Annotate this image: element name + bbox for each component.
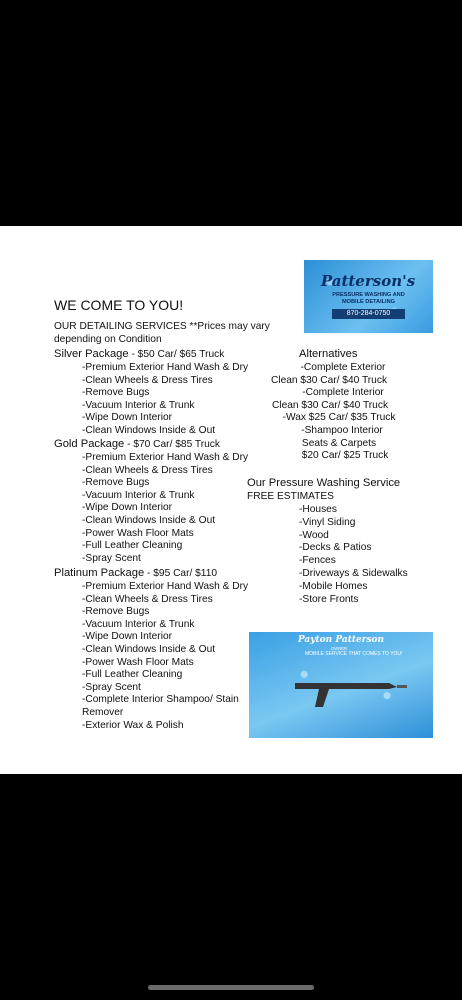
silver-package-name: Silver Package xyxy=(54,348,129,360)
pressure-item: -Decks & Patios xyxy=(299,542,372,554)
gold-package-title xyxy=(54,438,220,451)
silver-package-price: - $50 Car/ $65 Truck xyxy=(128,349,225,360)
pressure-item: -Store Fronts xyxy=(299,593,359,605)
pressure-item: -Driveways & Sidewalks xyxy=(299,568,408,579)
silver-package-title xyxy=(54,348,224,361)
platinum-item: -Spray Scent xyxy=(82,681,141,693)
gold-item: -Full Leather Cleaning xyxy=(82,540,183,552)
logo-line-1: PRESSURE WASHING AND xyxy=(332,292,405,298)
gold-item: -Premium Exterior Hand Wash & Dry xyxy=(82,452,249,463)
pressure-item: -Houses xyxy=(299,504,337,515)
intro-line-2: depending on Condition xyxy=(54,334,162,345)
platinum-item: Remover xyxy=(82,707,124,718)
gold-item: -Wipe Down Interior xyxy=(82,502,173,514)
heading: WE COME TO YOU! xyxy=(54,297,184,313)
pressure-subtitle: FREE ESTIMATES xyxy=(247,491,334,502)
gold-package-price: - $70 Car/ $85 Truck xyxy=(124,439,220,450)
gold-package-name: Gold Package xyxy=(54,438,125,450)
logo-line-2: MOBILE DETAILING xyxy=(341,299,396,305)
silver-item: -Wipe Down Interior xyxy=(82,412,173,424)
company-logo xyxy=(304,260,433,333)
gold-item: -Clean Wheels & Dress Tires xyxy=(82,464,213,476)
silver-item: -Clean Windows Inside & Out xyxy=(82,425,216,436)
gold-item: -Vacuum Interior & Trunk xyxy=(82,489,195,501)
silver-item: -Clean Wheels & Dress Tires xyxy=(82,374,213,386)
intro-line-1: OUR DETAILING SERVICES **Prices may vary xyxy=(54,321,270,332)
platinum-item: -Wipe Down Interior xyxy=(82,631,173,643)
gold-item: -Spray Scent xyxy=(82,552,141,564)
home-indicator xyxy=(148,985,314,990)
silver-item: -Vacuum Interior & Trunk xyxy=(82,399,195,411)
silver-item: -Premium Exterior Hand Wash & Dry xyxy=(82,362,249,373)
logo-script: Patterson's xyxy=(320,272,416,290)
gold-item: -Power Wash Floor Mats xyxy=(82,527,194,539)
platinum-item: -Complete Interior Shampoo/ Stain xyxy=(82,694,239,706)
card-role: OWNER xyxy=(331,646,348,651)
pressure-item: -Fences xyxy=(299,555,336,567)
pressure-title: Our Pressure Washing Service xyxy=(247,477,401,489)
card-name: Payton Patterson xyxy=(297,635,385,645)
gold-item: -Remove Bugs xyxy=(82,477,150,489)
platinum-item: -Vacuum Interior & Trunk xyxy=(82,618,195,630)
platinum-package-title xyxy=(54,567,217,580)
platinum-item: -Clean Windows Inside & Out xyxy=(82,644,216,655)
platinum-package-price: - $95 Car/ $110 xyxy=(144,568,218,579)
platinum-package-name: Platinum Package xyxy=(54,567,145,579)
pressure-item: -Vinyl Siding xyxy=(299,516,356,528)
alternatives-title: Alternatives xyxy=(299,348,358,360)
logo-phone: 870-284-0750 xyxy=(332,309,405,319)
pressure-wand-icon xyxy=(289,677,409,711)
platinum-item: -Power Wash Floor Mats xyxy=(82,656,194,668)
pressure-item: -Wood xyxy=(299,529,329,541)
gold-item: -Clean Windows Inside & Out xyxy=(82,515,216,526)
card-tagline: MOBILE SERVICE THAT COMES TO YOU! xyxy=(305,651,403,657)
platinum-item: -Remove Bugs xyxy=(82,606,150,618)
pressure-item: -Mobile Homes xyxy=(299,580,368,592)
platinum-item: -Full Leather Cleaning xyxy=(82,669,183,681)
platinum-item: -Clean Wheels & Dress Tires xyxy=(82,593,213,605)
silver-item: -Remove Bugs xyxy=(82,387,150,399)
platinum-item: -Exterior Wax & Polish xyxy=(82,719,184,731)
flyer: WE COME TO YOU! OUR DETAILING SERVICES **Prices may vary depending on Condition Silver Package - $50 Car/ $65 Truck -Premium Exterior Hand Wash & Dry -Clean Wheels & Dress Tires -Remove Bugs -Vacuum Interior & Trunk -Wipe Down Interior -Clean Windows Inside & Out Gold Package - $70 Car/ $85 Truck -Premium Exterior Hand Wash & Dry -Clean Wheels & Dress Tires -Remove Bugs -Vacuum Interior & Trunk -Wipe Down Interior -Clean Windows Inside & Out -Power Wash Floor Mats -Full Leather Cleaning -Spray Scent Platinum Package - $95 Car/ $110 -Premium Exterior Hand Wash & Dry -Clean Wheels & Dress Tires -Remove Bugs -Vacuum Interior & Trunk -Wipe Down Interior -Clean Windows Inside & Out -Power Wash Floor Mats -Full Leather Cleaning -Spray Scent -Complete Interior Shampoo/ Stain Remover -Exterior Wax & Polish Alternatives -Complete Exterior Clean $30 Car/ $40 Truck -Complete Interior Clean $30 Car/ $40 Truck -Wax $25 Car/ $35 Truck -Shampoo Interior Seats & Carpets $20 Car/ $25 Truck Our Pressure Washing Service FREE ESTIMATES -Houses -Vinyl Siding -Wood -Decks & Patios -Fences -Driveways & Sidewalks -Mobile Homes -Store Fronts Patterson's PRESSURE WASHING AND MOBILE DETAILING 870-284-0750 Payton Patterson OWNER MOBILE SERVICE THAT COMES TO YOU! xyxy=(0,226,462,774)
platinum-item: -Premium Exterior Hand Wash & Dry xyxy=(82,581,249,592)
business-card xyxy=(249,632,433,738)
